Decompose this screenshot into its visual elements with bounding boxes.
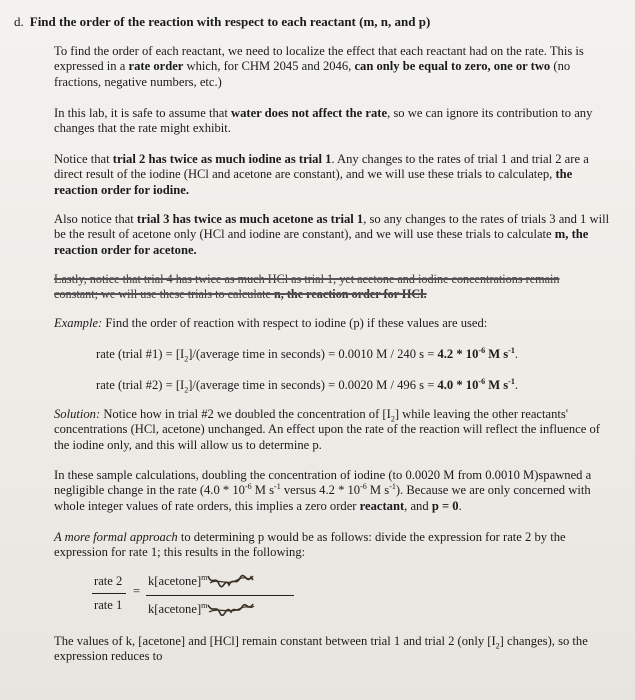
section-heading bbox=[14, 14, 614, 29]
sample-paragraph: In these sample calculations, doubling the concentration of iodine (to 0.0020 M from 0.0010 M)spawned a negligible change in the rate ($4.0 * 10^{-6}$ M $s^{-1}$ versus $4.2 * 10^{-6}$ M $s^{-1}$). Because we are only concerned with whole integer values of rate orders, this implies a zero order reactant, and p = 0. bbox=[54, 468, 592, 513]
handwritten-scribble bbox=[207, 602, 251, 615]
rate-trial-2: rate (trial #2) = $[I_2]/(average$ time in seconds) = 0.0020 M / 496 $s = 4.0 * 10^{-6}$ M $s^{-1}$. bbox=[96, 376, 518, 395]
closing-paragraph: The values of k, [acetone] and [HCl] remain constant between trial 1 and trial 2 (only $[I_2]$ changes), so the expression reduces to bbox=[54, 634, 588, 664]
fraction-equals: = bbox=[133, 584, 141, 598]
fraction-left-bar bbox=[92, 593, 126, 594]
iodine-paragraph: Notice that trial 2 has twice as much iodine as trial 1. Any changes to the rates of trial 1 and trial 2 are a direct result of the iodine (HCl and acetone are constant), and we will use these trials to calculatep, the reaction order for iodine. bbox=[54, 152, 589, 197]
fraction-left-numerator: rate 2 bbox=[94, 574, 123, 588]
intro-paragraph: To find the order of each reactant, we need to localize the effect that each reactant had on the rate. This is expressed in a rate order which, for CHM 2045 and 2046, can only be equal to zero, one or two (no fractions, negative numbers, etc.) bbox=[54, 44, 584, 89]
fraction-right-bar bbox=[146, 595, 294, 596]
fraction-left-denominator: rate 1 bbox=[94, 598, 123, 612]
rate-ratio-fraction bbox=[92, 574, 292, 618]
fraction-right-numerator: k[acetone]$^m$ bbox=[148, 574, 251, 589]
fraction-right-denominator: k[acetone]$^m$ bbox=[148, 602, 251, 617]
solution-paragraph: Solution: Notice how in trial #2 we doubled the concentration of $[I_2]$ while leaving the other reactants' concentrations (HCl, acetone) unchanged. An effect upon the rate of the reaction will reflect the influence of the iodine only, and this will allow us to determine p. bbox=[54, 407, 600, 452]
section-title: Find the order of the reaction with respect to each reactant (m, n, and p) bbox=[29, 14, 431, 29]
rate-trial-1: rate (trial #1) = $[I_2]/(average$ time in seconds) = 0.0010 M / 240 $s = 4.2 * 10^{-6}$ M $s^{-1}$. bbox=[96, 345, 518, 364]
example-paragraph: Example: Find the order of reaction with respect to iodine (p) if these values are used: bbox=[54, 316, 488, 330]
acetone-paragraph: Also notice that trial 3 has twice as much acetone as trial 1, so any changes to the rates of trials 3 and 1 will be the result of acetone only (HCl and iodine are constant), and we will use these trials to calculate m, the reaction order for acetone. bbox=[54, 212, 610, 257]
section-letter: d. bbox=[14, 14, 24, 29]
struck-out-paragraph: Lastly, notice that trial 4 has twice as much HCl as trial 1, yet acetone and iodine concentrations remain constant; we will use these trials to calculate n, the reaction order for HCl. bbox=[54, 272, 560, 301]
formal-approach-paragraph: A more formal approach to determining p would be as follows: divide the expression for rate 2 by the expression for rate 1; this results in the following: bbox=[54, 530, 566, 560]
handwritten-scribble bbox=[207, 574, 251, 587]
water-paragraph: In this lab, it is safe to assume that water does not affect the rate, so we can ignore its contribution to any changes that the rate might exhibit. bbox=[54, 106, 593, 136]
